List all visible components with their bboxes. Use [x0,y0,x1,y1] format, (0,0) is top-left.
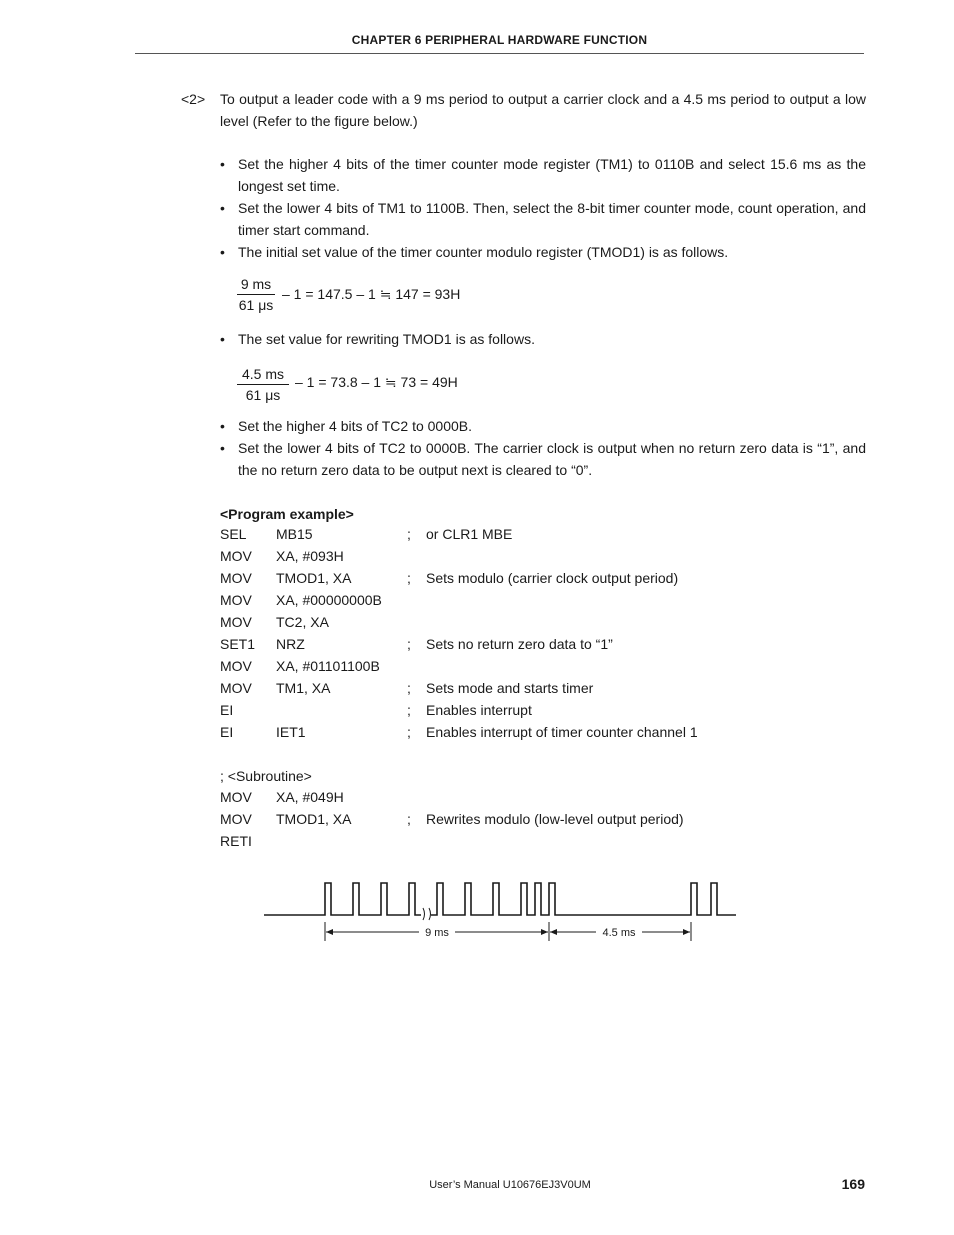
bullet-dot: • [220,331,225,347]
code-operand: TC2, XA [276,614,329,630]
page-number: 169 [841,1176,865,1192]
program-example-title: <Program example> [220,506,354,522]
code-operand: XA, #093H [276,548,344,564]
code-opcode: SET1 [220,636,256,652]
item-number: <2> [181,91,206,107]
code-comment: Sets modulo (carrier clock output period) [426,570,679,586]
label-9ms: 9 ms [425,927,449,939]
code-semicolon: ; [407,811,411,827]
code-comment: or CLR1 MBE [426,526,513,542]
footer-manual-id: User’s Manual U10676EJ3V0UM [429,1179,591,1191]
item-text: To output a leader code with a 9 ms period to output a carrier clock and a 4.5 ms period to output a low level (Refer to the figure below.) [220,91,866,129]
code-opcode: RETI [220,833,252,849]
arrow-left-icon [550,929,557,935]
bullet-text: Set the lower 4 bits of TM1 to 1100B. Then, select the 8-bit timer counter mode, count operation, and timer start command. [238,200,866,238]
code-opcode: SEL [220,526,247,542]
code-operand: XA, #00000000B [276,592,382,608]
subroutine-title-text: ; <Subroutine> [220,768,312,784]
equation2-rest: – 1 = 73.8 – 1 ≒ 73 = 49H [295,374,458,390]
code-comment: Sets mode and starts timer [426,680,594,696]
bullet-text: Set the higher 4 bits of the timer counter mode register (TM1) to 0110B and select 15.6 ms as the longest set time. [238,156,866,194]
arrow-right-icon [683,929,690,935]
arrow-right-icon [541,929,548,935]
code-opcode: MOV [220,789,252,805]
code-opcode: EI [220,702,234,718]
equation1-denominator: 61 μs [238,297,274,313]
equation2-denominator: 61 μs [245,387,281,403]
chapter-header: CHAPTER 6 PERIPHERAL HARDWARE FUNCTION [135,33,864,54]
code-operand: TMOD1, XA [276,811,352,827]
equation1-numerator: 9 ms [237,276,275,295]
code-operand: XA, #049H [276,789,344,805]
code-semicolon: ; [407,702,411,718]
carrier-waveform [431,883,736,915]
code-opcode: MOV [220,811,252,827]
code-operand: MB15 [276,526,313,542]
bullet-text: Set the higher 4 bits of TC2 to 0000B. [238,418,473,434]
equation2-numerator: 4.5 ms [237,366,289,385]
code-opcode: MOV [220,658,252,674]
code-comment: Enables interrupt of timer counter channel 1 [426,724,698,740]
code-operand: TM1, XA [276,680,331,696]
code-semicolon: ; [407,570,411,586]
code-comment: Sets no return zero data to “1” [426,636,613,652]
bullet-text: The set value for rewriting TMOD1 is as follows. [238,331,535,347]
code-opcode: EI [220,724,234,740]
bullet-dot: • [220,418,225,434]
code-comment: Enables interrupt [426,702,532,718]
code-operand: TMOD1, XA [276,570,352,586]
bullet-dot: • [220,440,225,456]
code-semicolon: ; [407,724,411,740]
code-opcode: MOV [220,680,252,696]
arrow-left-icon [326,929,333,935]
carrier-waveform [264,883,421,915]
bullet-dot: • [220,156,225,172]
bullet-dot: • [220,244,225,260]
code-operand: IET1 [276,724,306,740]
bullet-dot: • [220,200,225,216]
code-semicolon: ; [407,526,411,542]
code-opcode: MOV [220,548,252,564]
code-opcode: MOV [220,592,252,608]
code-opcode: MOV [220,570,252,586]
code-operand: XA, #01101100B [276,658,380,674]
code-opcode: MOV [220,614,252,630]
label-4-5ms: 4.5 ms [602,927,636,939]
equation1-rest: – 1 = 147.5 – 1 ≒ 147 = 93H [282,286,461,302]
bullet-text: Set the lower 4 bits of TC2 to 0000B. The carrier clock is output when no return zero data is “1”, and the no return zero data to be output next is cleared to “0”. [238,440,866,478]
code-operand: NRZ [276,636,305,652]
code-semicolon: ; [407,636,411,652]
bullet-text: The initial set value of the timer counter modulo register (TMOD1) is as follows. [238,244,729,260]
break-mark-icon [423,908,431,920]
code-semicolon: ; [407,680,411,696]
code-comment: Rewrites modulo (low-level output period) [426,811,684,827]
